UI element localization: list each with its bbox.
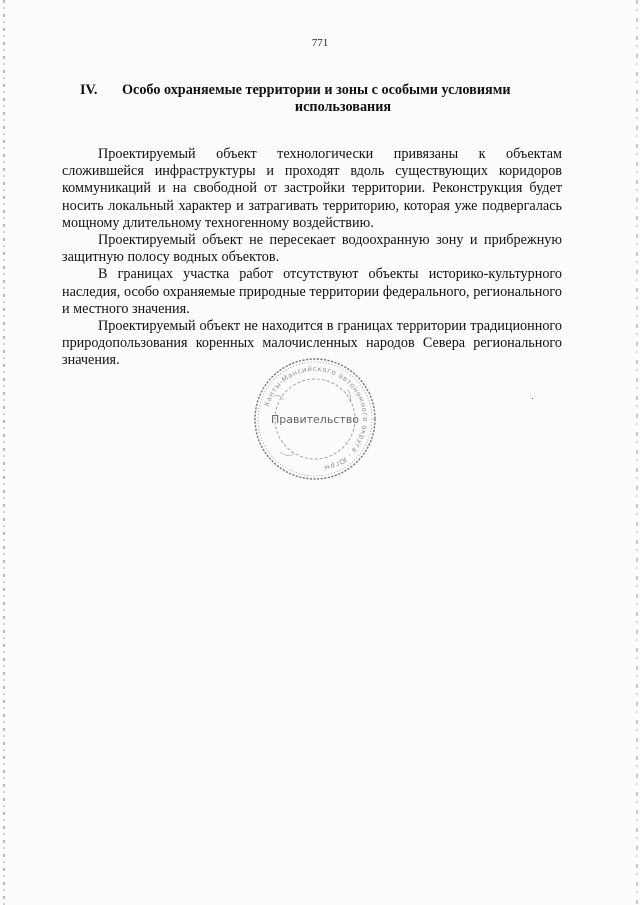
scan-speck [532, 398, 533, 399]
paragraph: Проектируемый объект не пересекает водоохранную зону и прибрежную защитную полосу водных объектов. [62, 232, 562, 266]
paragraph: В границах участка работ отсутствуют объекты историко-культурного наследия, особо охраняемые природные территории федерального, регионального и местного значения. [62, 266, 562, 317]
section-title-line1: Особо охраняемые территории и зоны с особыми условиями [122, 82, 511, 98]
section-title-line2: использования [294, 99, 392, 115]
body-text [62, 146, 562, 370]
seal-ring-text: Ханты-Мансийского автономного округа - Югры [262, 364, 370, 473]
official-seal-stamp [252, 356, 378, 482]
scan-edge-right [636, 0, 638, 905]
paragraph: Проектируемый объект не находится в границах территории традиционного природопользования коренных малочисленных народов Севера регионального значения. [62, 318, 562, 369]
section-heading [80, 82, 570, 116]
section-number: IV. [80, 82, 98, 98]
paragraph: Проектируемый объект технологически привязаны к объектам сложившейся инфраструктуры и проходят вдоль существующих коридоров коммуникаций и на свободной от застройки территории. Реконструкция будет носить локальный характер и затрагивать территорию, которая уже подвергалась мощному длительному техногенному воздействию. [62, 146, 562, 231]
page-number: 771 [311, 37, 329, 49]
seal-center-text: Правительство [271, 413, 359, 426]
scan-edge-left [3, 0, 5, 905]
section-heading-line1 [80, 82, 570, 99]
